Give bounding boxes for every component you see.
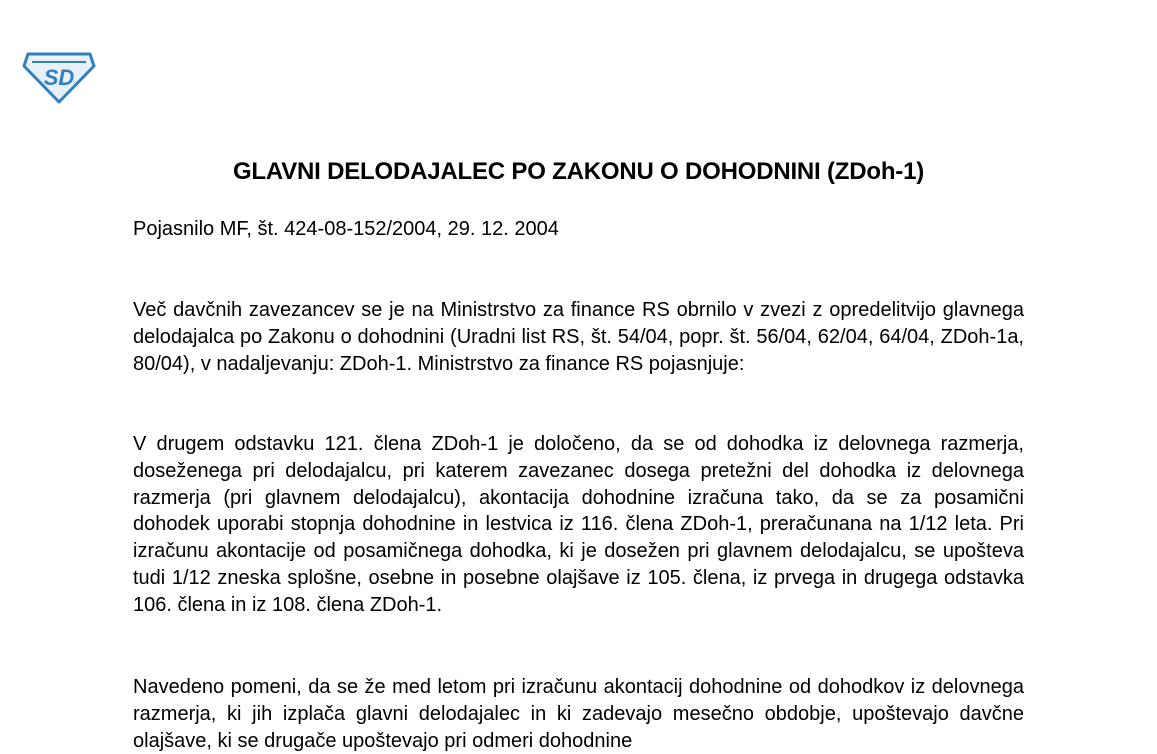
company-logo [22,48,96,104]
document-title: GLAVNI DELODAJALEC PO ZAKONU O DOHODNINI (ZDoh-1) [232,158,925,185]
paragraph-2: V drugem odstavku 121. člena ZDoh-1 je določeno, da se od dohodka iz delovnega razmerja, doseženega pri delodajalcu, pri katerem zavezanec dosega pretežni del dohodka iz delovnega razmerja (pri glavnem delodajalcu), akontacija dohodnine izračuna tako, da se za posamični dohodek uporabi stopnja dohodnine in lestvica iz 116. člena ZDoh-1, preračunana na 1/12 leta. Pri izračunu akontacije od posamičnega dohodka, ki je dosežen pri glavnem delodajalcu, se upošteva tudi 1/12 zneska splošne, osebne in posebne olajšave iz 105. člena, iz prvega in drugega odstavka 106. člena in iz 108. člena ZDoh-1. [133,433,1024,616]
logo-letters: SD [43,65,75,90]
paragraph-1: Več davčnih zavezancev se je na Ministrstvo za finance RS obrnilo v zvezi z opredelitvijo glavnega delodajalca po Zakonu o dohodnini (Uradni list RS, št. 54/04, popr. št. 56/04, 62/04, 64/04, ZDoh-1a, 80/04), v nadaljevanju: ZDoh-1. Ministrstvo za finance RS pojasnjuje: [133,299,1024,375]
paragraph-3: Navedeno pomeni, da se že med letom pri izračunu akontacij dohodnine od dohodkov iz delovnega razmerja, ki jih izplača glavni delodajalec in ki zadevajo mesečno obdobje, upoštevajo davčne olajšave, ki se drugače upoštevajo pri odmeri dohodnine [133,676,1024,752]
reference-line: Pojasnilo MF, št. 424-08-152/2004, 29. 12. 2004 [133,218,559,240]
